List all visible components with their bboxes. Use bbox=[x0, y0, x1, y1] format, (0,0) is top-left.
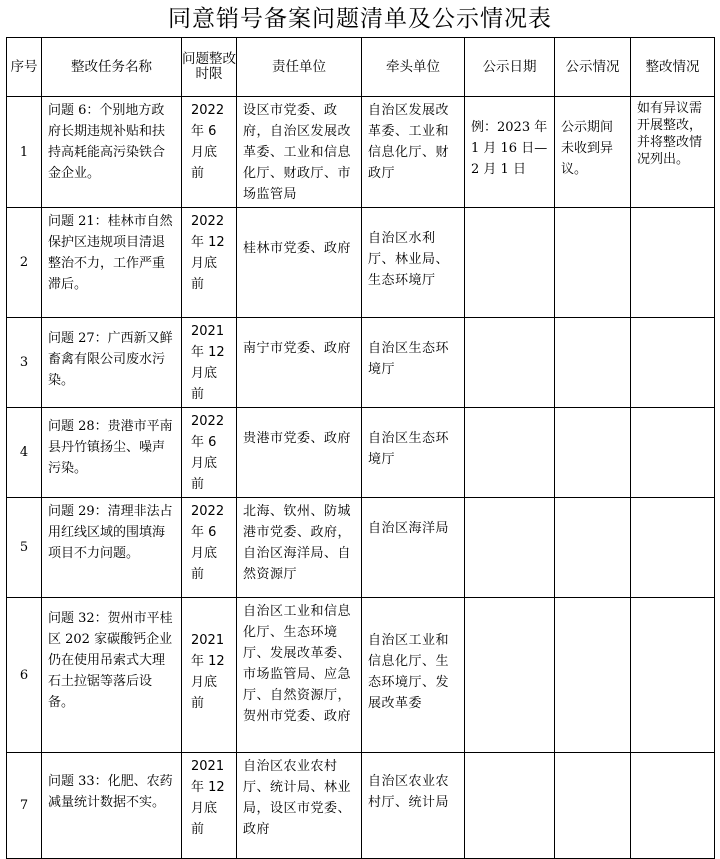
row-task: 问题 21：桂林市自然保护区违规项目清退整治不力，工作严重滞后。 bbox=[42, 208, 182, 318]
header-no: 序号 bbox=[7, 38, 42, 97]
row-lead: 自治区水利厅、林业局、生态环境厅 bbox=[362, 208, 465, 318]
row-public-status bbox=[555, 208, 631, 318]
row-lead: 自治区生态环境厅 bbox=[362, 408, 465, 498]
row-responsible: 自治区工业和信息化厅、生态环境厅、发展改革委、市场监管局、应急厅、自然资源厅，贺州市党委、政府 bbox=[237, 598, 362, 753]
row-responsible: 桂林市党委、政府 bbox=[237, 208, 362, 318]
row-deadline: 2022 年 6 月底 前 bbox=[182, 498, 237, 598]
row-deadline: 2022 年 6 月底 前 bbox=[182, 97, 237, 208]
row-public-status: 公示期间未收到异议。 bbox=[555, 97, 631, 208]
row-task: 问题 29：清理非法占用红线区域的围填海项目不力问题。 bbox=[42, 498, 182, 598]
row-public-date bbox=[465, 498, 555, 598]
header-task: 整改任务名称 bbox=[42, 38, 182, 97]
row-lead: 自治区生态环境厅 bbox=[362, 318, 465, 408]
row-task: 问题 32：贺州市平桂区 202 家碳酸钙企业仍在使用吊索式大理石土拉锯等落后设备。 bbox=[42, 598, 182, 753]
table-row bbox=[7, 408, 715, 498]
row-public-status bbox=[555, 753, 631, 859]
row-responsible: 南宁市党委、政府 bbox=[237, 318, 362, 408]
header-lead: 牵头单位 bbox=[362, 38, 465, 97]
row-deadline: 2022 年 6 月底 前 bbox=[182, 408, 237, 498]
table-row bbox=[7, 753, 715, 859]
row-no: 4 bbox=[7, 408, 42, 498]
row-rectification bbox=[631, 598, 715, 753]
page-title: 同意销号备案问题清单及公示情况表 bbox=[168, 6, 552, 32]
row-no: 1 bbox=[7, 97, 42, 208]
row-task: 问题 28：贵港市平南县丹竹镇扬尘、噪声污染。 bbox=[42, 408, 182, 498]
row-no: 7 bbox=[7, 753, 42, 859]
header-public-status: 公示情况 bbox=[555, 38, 631, 97]
header-rectification: 整改情况 bbox=[631, 38, 715, 97]
row-rectification bbox=[631, 208, 715, 318]
header-public-date: 公示日期 bbox=[465, 38, 555, 97]
row-rectification bbox=[631, 408, 715, 498]
row-no: 5 bbox=[7, 498, 42, 598]
row-public-status bbox=[555, 318, 631, 408]
row-rectification bbox=[631, 318, 715, 408]
row-no: 2 bbox=[7, 208, 42, 318]
row-public-date bbox=[465, 318, 555, 408]
row-public-date bbox=[465, 408, 555, 498]
header-responsible: 责任单位 bbox=[237, 38, 362, 97]
row-lead: 自治区农业农村厅、统计局 bbox=[362, 753, 465, 859]
row-public-date bbox=[465, 753, 555, 859]
row-responsible: 设区市党委、政府，自治区发展改革委、工业和信息化厅、财政厅、市场监管局 bbox=[237, 97, 362, 208]
row-responsible: 北海、钦州、防城港市党委、政府，自治区海洋局、自然资源厅 bbox=[237, 498, 362, 598]
row-lead: 自治区海洋局 bbox=[362, 498, 465, 598]
row-responsible: 自治区农业农村厅、统计局、林业局，设区市党委、政府 bbox=[237, 753, 362, 859]
row-task: 问题 6：个别地方政府长期违规补贴和扶持高耗能高污染铁合金企业。 bbox=[42, 97, 182, 208]
row-rectification bbox=[631, 753, 715, 859]
table-row bbox=[7, 498, 715, 598]
problem-list-table bbox=[6, 37, 715, 859]
table-row bbox=[7, 318, 715, 408]
row-public-date bbox=[465, 598, 555, 753]
row-task: 问题 27：广西新又鲜畜禽有限公司废水污染。 bbox=[42, 318, 182, 408]
header-row bbox=[7, 38, 715, 97]
row-lead: 自治区工业和信息化厅、生态环境厅、发展改革委 bbox=[362, 598, 465, 753]
row-public-status bbox=[555, 408, 631, 498]
row-no: 6 bbox=[7, 598, 42, 753]
row-deadline: 2022 年 12 月底 前 bbox=[182, 208, 237, 318]
row-deadline: 2021 年 12 月底 前 bbox=[182, 598, 237, 753]
table-row bbox=[7, 208, 715, 318]
table-row bbox=[7, 97, 715, 208]
row-task: 问题 33：化肥、农药减量统计数据不实。 bbox=[42, 753, 182, 859]
row-deadline: 2021 年 12 月底 前 bbox=[182, 753, 237, 859]
row-rectification bbox=[631, 498, 715, 598]
row-public-status bbox=[555, 598, 631, 753]
row-public-date bbox=[465, 208, 555, 318]
row-public-date: 例：2023 年 1 月 16 日—2 月 1 日 bbox=[465, 97, 555, 208]
row-lead: 自治区发展改革委、工业和信息化厅、财政厅 bbox=[362, 97, 465, 208]
row-public-status bbox=[555, 498, 631, 598]
row-responsible: 贵港市党委、政府 bbox=[237, 408, 362, 498]
row-rectification: 如有异议需开展整改，并将整改情况列出。 bbox=[631, 97, 715, 208]
row-no: 3 bbox=[7, 318, 42, 408]
header-deadline: 问题整改时限 bbox=[182, 38, 237, 97]
table-row bbox=[7, 598, 715, 753]
row-deadline: 2021 年 12 月底 前 bbox=[182, 318, 237, 408]
